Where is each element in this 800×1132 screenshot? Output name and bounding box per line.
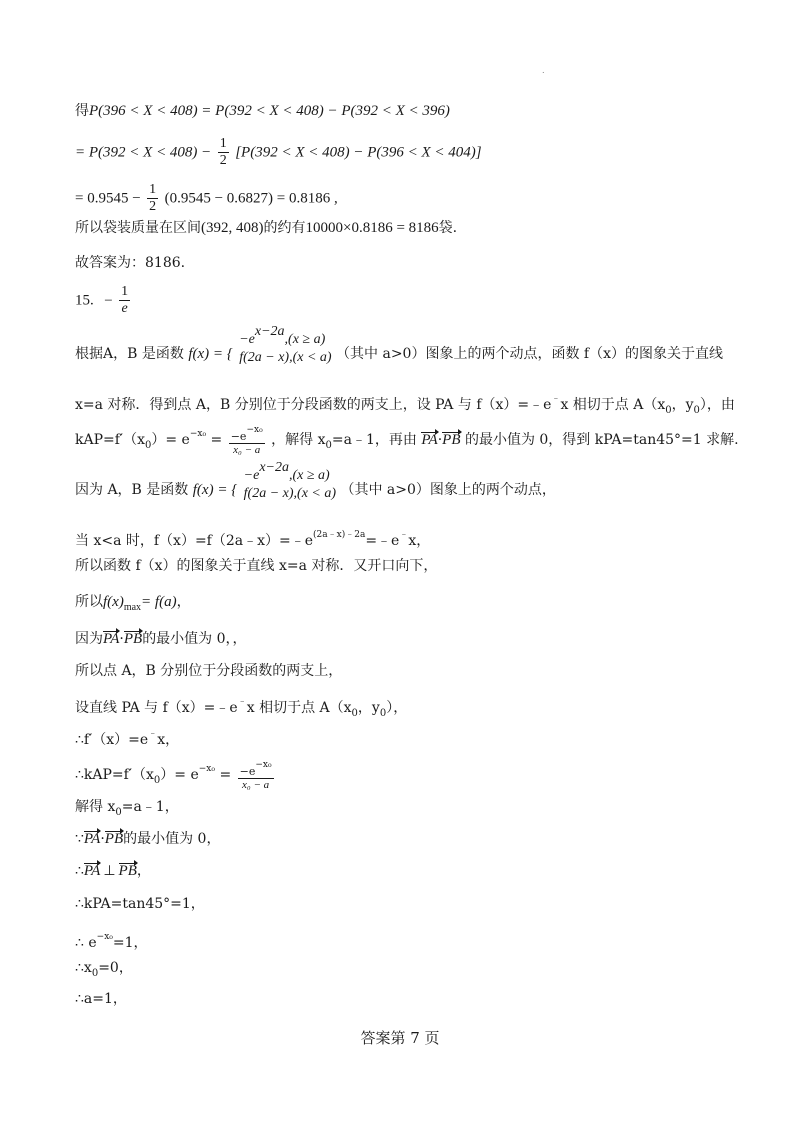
- text: 得: [75, 103, 89, 119]
- page-mark: .: [542, 66, 545, 75]
- vector-pa: PA: [83, 831, 101, 847]
- text-line-21: ∴PA ⊥ PB，: [75, 863, 151, 879]
- vector-pb: PB: [123, 631, 143, 647]
- text-line-10: 因为 A，B 是函数 f(x) = { −ex−2a,(x ≥ a) f(2a − x),(x < a) （其中 a>0）图象上的两个动点，: [75, 460, 556, 501]
- text-line-19: 解得 $x_0=a﹣1$，: [75, 799, 179, 818]
- text-line-22: ∴kPA=tan45°=1，: [75, 896, 205, 912]
- formula: [P(392 < X < 408) − P(396 < X < 404)]: [235, 144, 482, 161]
- text-line-9: $kAP=f'(x_0)= e^{-x_0}$ = $\frac{-e^{-x_0}}{\text{x₀ − a}}$ ，解得 $x_0=a﹣1$，再由 PA·PB 的最小值为 0，得到 kPA=tan45°=1 求解.: [75, 425, 739, 456]
- eq-line-1: [75, 102, 450, 120]
- text-line-20: ∵PA·PB的最小值为 0，: [75, 831, 221, 847]
- fraction: $\frac{-e^{-x_0}}{\text{x₀ − a}}$: [230, 425, 263, 456]
- text-line-7: 根据A，B 是函数 f(x) = { −ex−2a,(x ≥ a) f(2a − x),(x < a) （其中 a>0）图象上的两个动点，函数 f（x）的图象关于直线: [75, 324, 723, 365]
- fraction: $\frac{1}{e}$: [121, 284, 129, 316]
- vector-pa: PA: [421, 432, 438, 448]
- text-line-18: $\therefore kAP=f'(x_0)= e^{-x_0}$ = $\frac{-e^{-x_0}}{\text{x₀ − a}}$: [75, 760, 272, 791]
- fraction: $\frac{1}{2}$: [149, 182, 157, 214]
- text-line-8: x=a 对称．得到点 A，B 分别位于分段函数的两支上，设 PA 与 f（x）=﹣e﹣x 相切于点 $A(x_0$，$y_0$），由: [75, 394, 735, 416]
- eq-line-2: [75, 136, 482, 169]
- text-line-13: 所以$f(x)_{max}= f(a)$，: [75, 594, 191, 613]
- formula: = 0.9545 −: [75, 190, 141, 207]
- text-line-4: 所以袋装质量在区间(392, 408)的约有10000×0.8186 = 8186袋.: [75, 220, 458, 236]
- question-15-answer: 15. − $\frac{1}{e}$: [75, 284, 129, 316]
- vector-pb: PB: [442, 432, 461, 448]
- text-line-11: 当 x<a 时，$f(x)=f(2a﹣x)=﹣e^{(2a﹣x)﹣2a}=﹣e^﹣x$，: [75, 530, 431, 549]
- vector-pa: PA: [103, 631, 120, 647]
- text-line-23: ∴ $e^{-x_0}=1$，: [75, 932, 148, 951]
- page-footer: 答案第 7 页: [360, 1029, 440, 1047]
- vector-pb: PB: [104, 831, 124, 847]
- formula: (0.9545 − 0.6827) = 0.8186 ,: [164, 190, 338, 207]
- text-line-14: 因为PA·PB的最小值为 0，，: [75, 631, 247, 647]
- text-line-12: 所以函数 f（x）的图象关于直线 x=a 对称．又开口向下，: [75, 558, 438, 574]
- vector-pa: PA: [83, 863, 101, 879]
- formula: = P(392 < X < 408) −: [75, 144, 212, 161]
- eq-line-3: [75, 182, 338, 215]
- text-line-16: 设直线 PA 与 f（x）=﹣e﹣x 相切于点 $A(x_0$，$y_0$），: [75, 697, 408, 719]
- text-line-17: ∴f′（x）=e﹣x，: [75, 729, 180, 748]
- formula: P(396 < X < 408) = P(392 < X < 408) − P(392 < X < 396): [89, 103, 450, 119]
- text-line-24: $\therefore x_0=0$，: [75, 960, 133, 979]
- piecewise: −ex−2a,(x ≥ a) f(2a − x),(x < a): [239, 324, 332, 365]
- fraction: $\frac{-e^{-x_0}}{\text{x₀ − a}}$: [239, 760, 272, 791]
- text-line-15: 所以点 A，B 分别位于分段函数的两支上，: [75, 663, 343, 679]
- answer-line: 故答案为：8186.: [75, 255, 186, 271]
- piecewise: −ex−2a,(x ≥ a) f(2a − x),(x < a): [243, 460, 337, 501]
- vector-pb: PB: [118, 863, 137, 879]
- text-line-25: ∴a=1，: [75, 991, 127, 1007]
- fraction: $\frac{1}{2}$: [219, 136, 227, 168]
